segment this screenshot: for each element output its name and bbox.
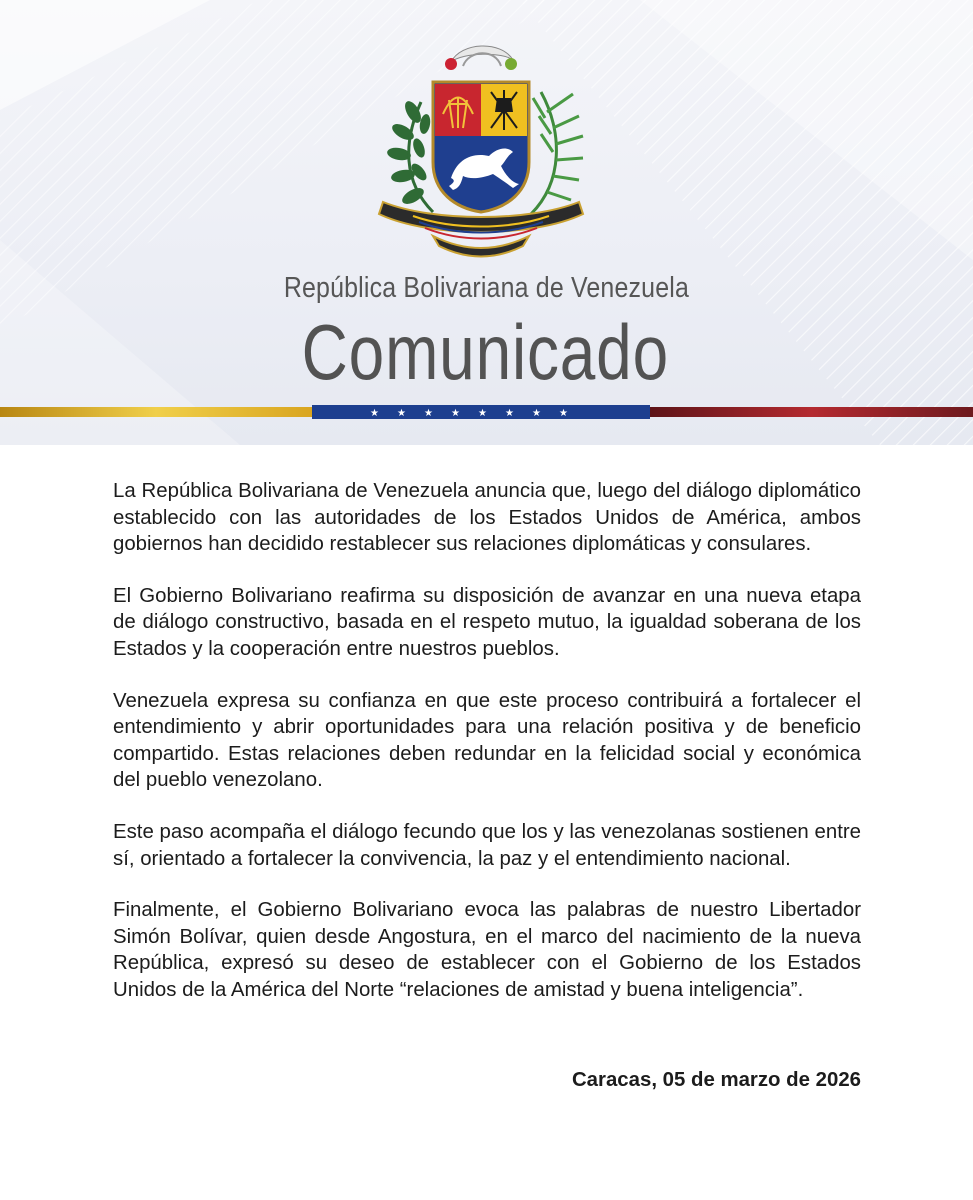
page-title: Comunicado (301, 308, 669, 396)
svg-text:★: ★ (424, 408, 433, 419)
paragraph-4: Este paso acompaña el diálogo fecundo que los y las venezolanas sostienen entre sí, orientado a fortalecer la convivencia, la paz y el entendimiento nacional. (113, 820, 861, 870)
svg-text:★: ★ (397, 408, 406, 419)
svg-text:★: ★ (478, 408, 487, 419)
communique-body (113, 478, 861, 1029)
svg-text:★: ★ (559, 408, 568, 419)
svg-text:★: ★ (532, 408, 541, 419)
dateline: Caracas, 05 de marzo de 2026 (571, 1069, 861, 1091)
svg-text:★: ★ (505, 408, 514, 419)
svg-text:★: ★ (370, 408, 379, 419)
paragraph-5: Finalmente, el Gobierno Bolivariano evoca las palabras de nuestro Libertador Simón Bolívar, quien desde Angostura, en el marco del nacimiento de la nueva República, expresó su deseo de establecer con el Gobierno de los Estados Unidos de la América del Norte “relaciones de amistad y buena inteligencia”. (113, 899, 861, 1001)
republic-name: República Bolivariana de Venezuela (283, 272, 690, 304)
coat-of-arms-emblem (373, 32, 589, 260)
paragraph-2: El Gobierno Bolivariano reafirma su disposición de avanzar en una nueva etapa de diálogo constructivo, basada en el respeto mutuo, la igualdad soberana de los Estados y la cooperación entre nuestros pueblos. (113, 584, 861, 660)
paragraph-1: La República Bolivariana de Venezuela anuncia que, luego del diálogo diplomático establecido con las autoridades de los Estados Unidos de América, ambos gobiernos han decidido restablecer sus relaciones diplomáticas y consulares. (113, 480, 861, 556)
paragraph-3: Venezuela expresa su confianza en que este proceso contribuirá a fortalecer el entendimiento y abrir oportunidades para una relación positiva y de beneficio compartido. Estas relaciones deben redundar en la felicidad social y económica del pueblo venezolano. (113, 689, 861, 792)
svg-text:★: ★ (451, 408, 460, 419)
tricolor-stripe (0, 405, 973, 419)
header-banner (0, 0, 973, 445)
